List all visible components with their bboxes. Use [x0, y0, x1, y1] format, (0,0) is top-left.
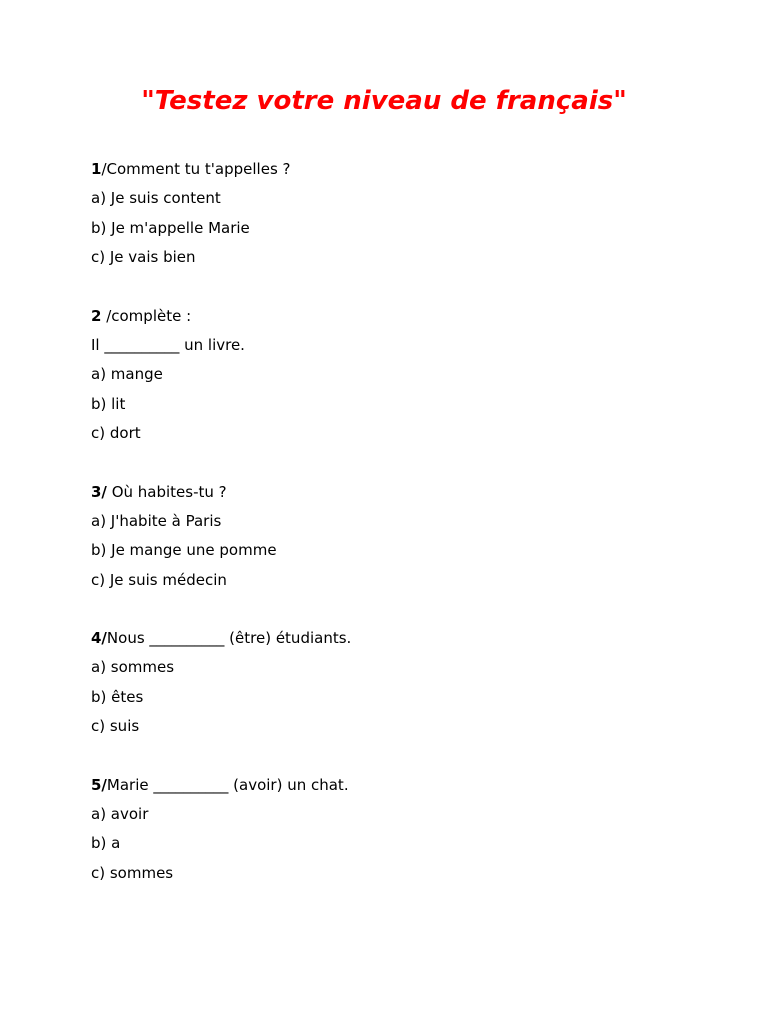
question-number: 1: [91, 160, 102, 178]
question-3-prompt: [91, 478, 691, 507]
question-text: Marie __________ (avoir) un chat.: [106, 775, 349, 794]
answer-option-b: b) Je mange une pomme: [91, 541, 277, 560]
answer-option-c: c) suis: [91, 717, 140, 736]
answer-option-b: b) a: [91, 834, 121, 853]
question-4: [91, 624, 691, 742]
answer-option-b: b) Je m'appelle Marie: [91, 218, 250, 237]
question-2-prompt: [91, 302, 691, 331]
question-2: [91, 302, 691, 449]
question-text: Où habites-tu ?: [106, 482, 227, 501]
question-text: /Comment tu t'appelles ?: [101, 160, 291, 178]
answer-option-b: b) êtes: [91, 687, 144, 706]
question-1: [91, 155, 691, 273]
question-number: 4/: [91, 629, 107, 648]
question-number: 5/: [91, 775, 107, 794]
answer-option-b: b) lit: [91, 394, 126, 413]
answer-option-c: c) sommes: [91, 863, 174, 882]
answer-option-a: a) Je suis content: [91, 189, 221, 208]
question-text: /complète :: [101, 306, 192, 325]
question-5: [91, 771, 691, 889]
fill-in-sentence: Il __________ un livre.: [91, 335, 245, 354]
question-number: 3/: [91, 482, 107, 501]
quiz: [91, 155, 691, 917]
question-text: Nous __________ (être) étudiants.: [106, 629, 352, 648]
answer-option-a: a) J'habite à Paris: [91, 511, 222, 530]
question-number: 2: [91, 306, 102, 325]
page-title: "Testez votre niveau de français": [141, 86, 627, 116]
question-4-prompt: [91, 624, 691, 653]
question-1-prompt: [91, 155, 691, 184]
answer-option-a: a) avoir: [91, 805, 149, 824]
answer-option-c: c) Je suis médecin: [91, 570, 227, 589]
answer-option-a: a) sommes: [91, 658, 175, 677]
answer-option-a: a) mange: [91, 365, 163, 384]
question-5-prompt: [91, 771, 691, 800]
question-3: [91, 478, 691, 596]
answer-option-c: c) Je vais bien: [91, 248, 196, 267]
answer-option-c: c) dort: [91, 424, 141, 443]
